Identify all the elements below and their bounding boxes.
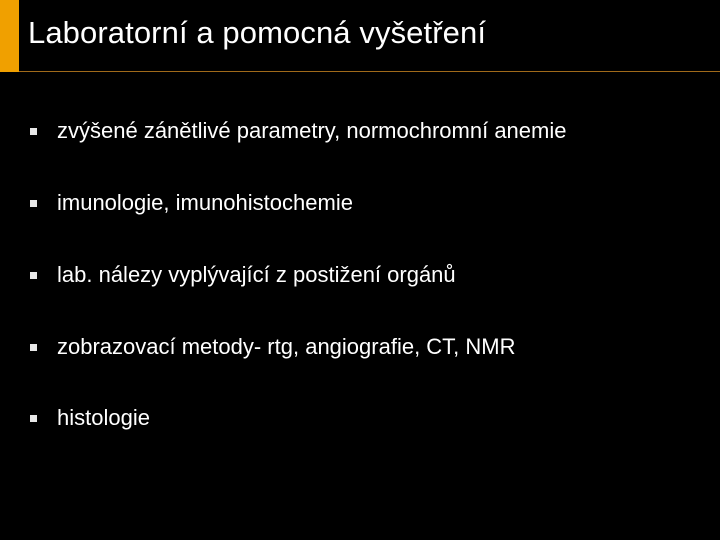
bullet-text: imunologie, imunohistochemie [57, 190, 353, 215]
bullet-text: histologie [57, 405, 150, 430]
bullet-text: zvýšené zánětlivé parametry, normochromní anemie [57, 118, 567, 143]
slide-title: Laboratorní a pomocná vyšetření [28, 15, 487, 50]
title-divider [19, 71, 720, 72]
square-bullet-icon [30, 415, 37, 422]
bullet-item [30, 403, 150, 433]
bullet-text: lab. nálezy vyplývající z postižení orgánů [57, 262, 456, 287]
square-bullet-icon [30, 344, 37, 351]
square-bullet-icon [30, 272, 37, 279]
square-bullet-icon [30, 128, 37, 135]
title-accent-bar [0, 0, 19, 72]
square-bullet-icon [30, 200, 37, 207]
bullet-item [30, 116, 566, 146]
bullet-item [30, 260, 456, 290]
bullet-text: zobrazovací metody- rtg, angiografie, CT, NMR [57, 334, 516, 359]
bullet-item [30, 188, 353, 218]
bullet-item [30, 332, 516, 362]
